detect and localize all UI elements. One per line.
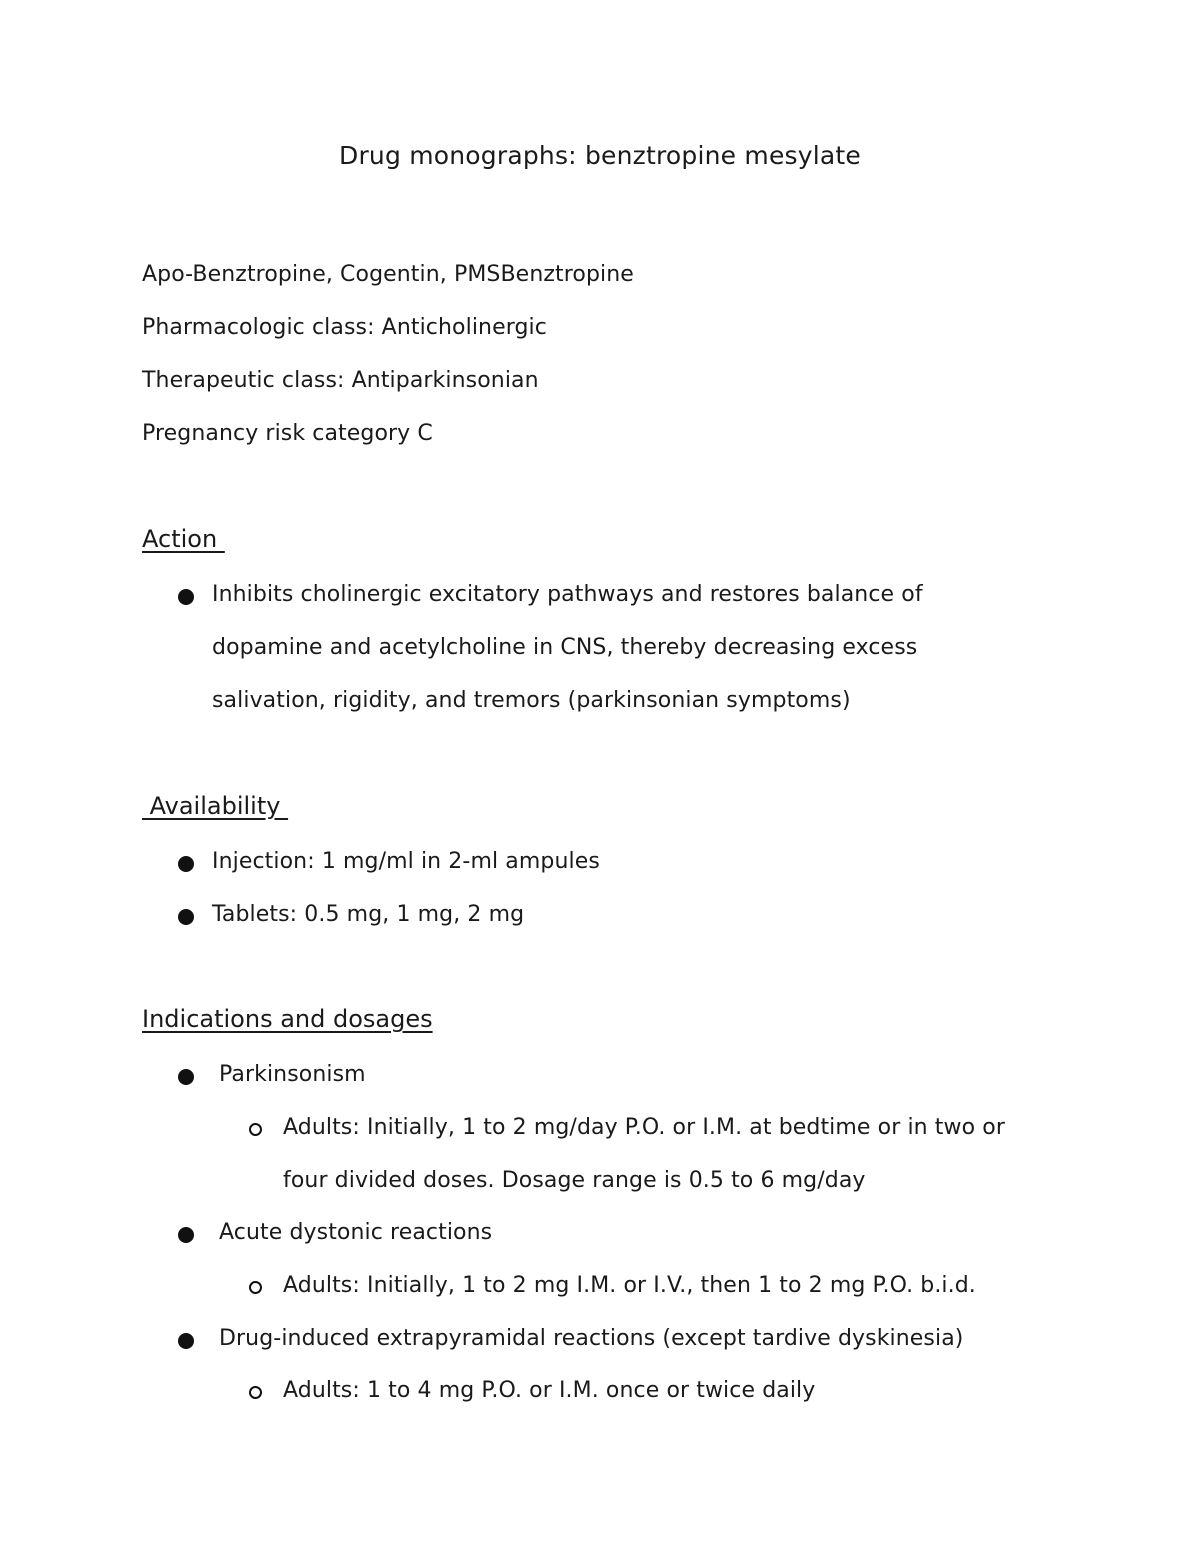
bullet-icon bbox=[178, 909, 194, 925]
sub-bullet-icon bbox=[249, 1281, 262, 1294]
brand-names: Apo-Benztropine, Cogentin, PMSBenztropine bbox=[142, 262, 634, 287]
availability-heading: Availability bbox=[142, 792, 289, 820]
bullet-icon bbox=[178, 856, 194, 872]
indication-label: Drug-induced extrapyramidal reactions (except tardive dyskinesia) bbox=[219, 1326, 964, 1351]
dosage-line: Adults: 1 to 4 mg P.O. or I.M. once or twice daily bbox=[283, 1378, 816, 1403]
action-heading: Action bbox=[142, 525, 225, 553]
dosage-line: four divided doses. Dosage range is 0.5 to 6 mg/day bbox=[283, 1168, 866, 1193]
bullet-icon bbox=[178, 1227, 194, 1243]
indication-label: Acute dystonic reactions bbox=[219, 1220, 493, 1245]
indications-heading: Indications and dosages bbox=[142, 1005, 433, 1033]
document-title: Drug monographs: benztropine mesylate bbox=[339, 141, 861, 170]
bullet-icon bbox=[178, 1069, 194, 1085]
dosage-line: Adults: Initially, 1 to 2 mg/day P.O. or I.M. at bedtime or in two or bbox=[283, 1115, 1005, 1140]
availability-item: Tablets: 0.5 mg, 1 mg, 2 mg bbox=[212, 902, 525, 927]
pharmacologic-class: Pharmacologic class: Anticholinergic bbox=[142, 315, 547, 340]
sub-bullet-icon bbox=[249, 1386, 262, 1399]
bullet-icon bbox=[178, 589, 194, 605]
action-line-2: dopamine and acetylcholine in CNS, thereby decreasing excess bbox=[212, 635, 918, 660]
indication-label: Parkinsonism bbox=[219, 1062, 366, 1087]
dosage-line: Adults: Initially, 1 to 2 mg I.M. or I.V., then 1 to 2 mg P.O. b.i.d. bbox=[283, 1273, 976, 1298]
availability-item: Injection: 1 mg/ml in 2-ml ampules bbox=[212, 849, 600, 874]
action-line-1: Inhibits cholinergic excitatory pathways and restores balance of bbox=[212, 582, 923, 607]
sub-bullet-icon bbox=[249, 1123, 262, 1136]
action-line-3: salivation, rigidity, and tremors (parkinsonian symptoms) bbox=[212, 688, 851, 713]
bullet-icon bbox=[178, 1333, 194, 1349]
pregnancy-category: Pregnancy risk category C bbox=[142, 421, 433, 446]
therapeutic-class: Therapeutic class: Antiparkinsonian bbox=[142, 368, 539, 393]
